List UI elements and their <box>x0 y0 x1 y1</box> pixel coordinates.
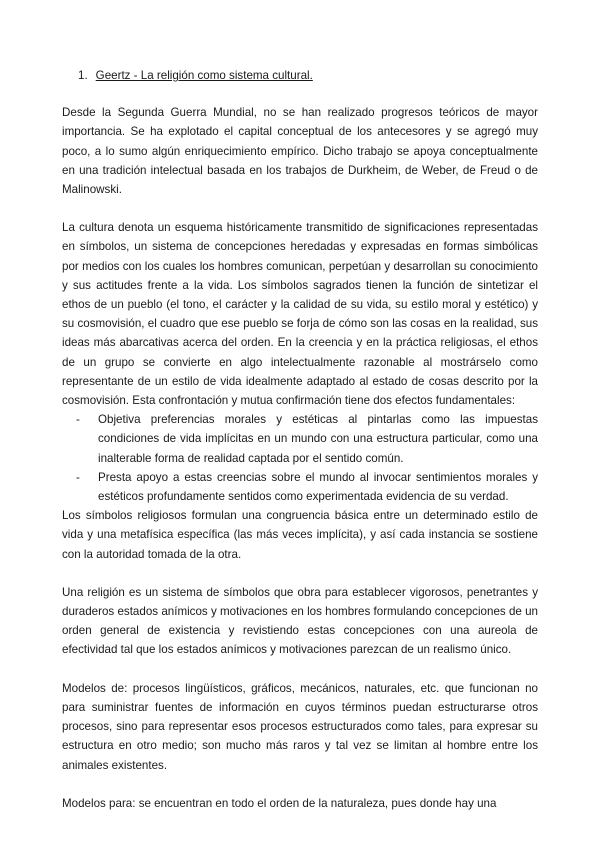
heading-title: Geertz - La religión como sistema cultural. <box>95 69 313 82</box>
bullet-dash: - <box>76 413 80 427</box>
heading-number: 1. <box>78 69 88 82</box>
paragraph-religion: Una religión es un sistema de símbolos que obra para establecer vigorosos, penetrantes y duraderos estados anímicos y motivaciones en los hombres formulando concepciones de un orden general de existencia y revistiendo estas concepciones con una aureola de efectividad tal que los estados anímicos y motivaciones parezcan de un realismo único. <box>62 585 538 657</box>
paragraph-cultura: La cultura denota un esquema históricamente transmitido de significaciones representadas en símbolos, un sistema de concepciones heredadas y expresadas en formas simbólicas por medios con los cuales los hombres comunican, perpetúan y desarrollan su conocimiento y sus actitudes frente a la vida. Los símbolos sagrados tienen la función de sintetizar el ethos de un pueblo (el tono, el carácter y la calidad de su vida, su estilo moral y estético) y su cosmovisión, el cuadro que ese pueblo se forja de cómo son las cosas en la realidad, sus ideas más abarcativas acerca del orden. En la creencia y en la práctica religiosas, el ethos de un grupo se convierte en algo intelectualmente razonable al mostrárselo como representante de un estilo de vida idealmente adaptado al estado de cosas descrito por la cosmovisión. Esta confrontación y mutua confirmación tiene dos efectos fundamentales: <box>62 221 538 408</box>
list-item-text: Objetiva preferencias morales y estéticas al pintarlas como las impuestas condiciones de vida implícitas en un mundo con una estructura particular, como una inalterable forma de realidad captada por el sentido común. <box>98 413 538 465</box>
section-heading <box>62 66 538 85</box>
paragraph-spacer <box>62 775 538 794</box>
document-page <box>62 66 538 813</box>
paragraph-spacer <box>62 564 538 583</box>
paragraph-simbolos: Los símbolos religiosos formulan una congruencia básica entre un determinado estilo de vida y una metafísica específica (las más veces implícita), y así cada instancia se sostiene con la autoridad tomada de la otra. <box>62 509 538 561</box>
list-item <box>62 410 538 468</box>
bullet-dash: - <box>76 470 80 484</box>
effects-list <box>62 410 538 506</box>
paragraph-spacer <box>62 660 538 679</box>
paragraph-intro: Desde la Segunda Guerra Mundial, no se han realizado progresos teóricos de mayor importancia. Se ha explotado el capital conceptual de los antecesores y se agregó muy poco, a lo sumo algún enriquecimiento empírico. Dicho trabajo se apoya conceptualmente en una tradición intelectual basada en los trabajos de Durkheim, de Weber, de Freud o de Malinowski. <box>62 106 538 197</box>
list-item-text: Presta apoyo a estas creencias sobre el mundo al invocar sentimientos morales y estéticos profundamente sentidos como experimentada evidencia de su verdad. <box>98 470 538 504</box>
paragraph-spacer <box>62 199 538 218</box>
list-item <box>62 468 538 506</box>
paragraph-modelos-de: Modelos de: procesos lingüísticos, gráficos, mecánicos, naturales, etc. que funcionan no para suministrar fuentes de información en cuyos términos puedan estructurarse otros procesos, sino para representar esos procesos estructurados como tales, para expresar su estructura en otro medio; son mucho más raros y tal vez se limitan al hombre entre los animales existentes. <box>62 681 538 772</box>
paragraph-modelos-para: Modelos para: se encuentran en todo el orden de la naturaleza, pues donde hay una <box>62 796 497 810</box>
